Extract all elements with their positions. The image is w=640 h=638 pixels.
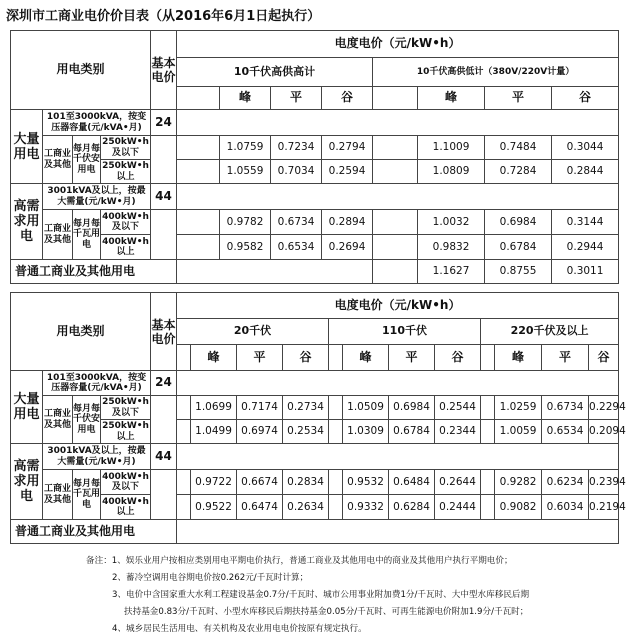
price-table-1 bbox=[10, 30, 619, 284]
price-cell: 0.2594 bbox=[322, 160, 373, 184]
price-cell: 1.0309 bbox=[343, 420, 389, 444]
price-cell: 0.6784 bbox=[389, 420, 435, 444]
price-cell: 0.6974 bbox=[237, 420, 283, 444]
price-cell: 0.9782 bbox=[220, 210, 271, 235]
price-cell: 0.2944 bbox=[552, 235, 619, 260]
price-table-2 bbox=[10, 292, 626, 544]
tou-peak: 峰 bbox=[418, 87, 485, 110]
price-cell: 0.2444 bbox=[435, 495, 481, 520]
large-usage-label: 大量用电 bbox=[11, 371, 43, 444]
price-cell: 1.0759 bbox=[220, 136, 271, 160]
price-cell: 0.2344 bbox=[435, 420, 481, 444]
high-demand-label: 高需求用电 bbox=[11, 444, 43, 520]
tou-valley: 谷 bbox=[322, 87, 373, 110]
monthly-usage-label: 每月每千瓦用电 bbox=[73, 470, 101, 520]
price-cell: 0.2694 bbox=[322, 235, 373, 260]
tou-peak: 峰 bbox=[191, 345, 237, 371]
price-cell: 0.2294 bbox=[589, 396, 619, 420]
tier-label: 400kW•h以上 bbox=[101, 495, 151, 520]
basic-price-value: 44 bbox=[151, 444, 177, 470]
general-usage-label: 普通工商业及其他用电 bbox=[11, 520, 177, 544]
tou-peak: 峰 bbox=[220, 87, 271, 110]
price-cell: 0.6474 bbox=[237, 495, 283, 520]
note-line: 2、蓄冷空调用电谷期电价按0.262元/千瓦时计算； bbox=[112, 573, 309, 583]
energy-price-header: 电度电价（元/kW•h） bbox=[177, 31, 619, 58]
tou-flat: 平 bbox=[389, 345, 435, 371]
price-cell: 0.6674 bbox=[237, 470, 283, 495]
large-usage-label: 大量用电 bbox=[11, 110, 43, 184]
price-cell: 0.2194 bbox=[589, 495, 619, 520]
price-cell: 0.9582 bbox=[220, 235, 271, 260]
price-cell: 0.9282 bbox=[495, 470, 542, 495]
high-demand-label: 高需求用电 bbox=[11, 184, 43, 260]
tier-label: 250kW•h以上 bbox=[102, 161, 149, 182]
price-cell: 0.2734 bbox=[283, 396, 329, 420]
energy-price-header: 电度电价（元/kW•h） bbox=[177, 293, 619, 319]
group-header-20kv: 20千伏 bbox=[177, 319, 329, 345]
tou-valley: 谷 bbox=[589, 345, 619, 371]
basic-price-header: 基本电价 bbox=[151, 31, 177, 110]
price-cell: 1.1009 bbox=[418, 136, 485, 160]
price-cell: 0.7234 bbox=[271, 136, 322, 160]
price-cell: 0.6284 bbox=[389, 495, 435, 520]
price-cell: 0.7284 bbox=[485, 160, 552, 184]
tou-valley: 谷 bbox=[283, 345, 329, 371]
price-cell: 0.6734 bbox=[542, 396, 589, 420]
price-cell: 0.9722 bbox=[191, 470, 237, 495]
tier-label: 250kW•h及以下 bbox=[102, 397, 149, 418]
tou-valley: 谷 bbox=[552, 87, 619, 110]
price-cell: 0.3144 bbox=[552, 210, 619, 235]
capacity-label: 101至3000kVA，按变压器容量(元/kVA•月) bbox=[43, 371, 151, 396]
tier-label: 400kW•h及以下 bbox=[101, 470, 151, 495]
basic-price-value: 24 bbox=[151, 110, 177, 136]
price-cell: 1.1627 bbox=[418, 260, 485, 284]
price-cell: 1.0499 bbox=[191, 420, 237, 444]
page-title: 深圳市工商业电价价目表（从2016年6月1日起执行） bbox=[6, 9, 321, 24]
group-header-10kv-hl: 10千伏高供低计（380V/220V计量） bbox=[373, 58, 619, 87]
tou-flat: 平 bbox=[485, 87, 552, 110]
tou-flat: 平 bbox=[237, 345, 283, 371]
price-cell: 0.6484 bbox=[389, 470, 435, 495]
price-cell: 0.3044 bbox=[552, 136, 619, 160]
general-usage-label: 普通工商业及其他用电 bbox=[11, 260, 177, 284]
price-cell: 0.3011 bbox=[552, 260, 619, 284]
price-cell: 0.2844 bbox=[552, 160, 619, 184]
monthly-usage-label: 每月每千伏安用电 bbox=[73, 136, 101, 184]
price-cell: 1.0699 bbox=[191, 396, 237, 420]
sub-category-label: 工商业及其他 bbox=[43, 136, 73, 184]
price-cell: 0.6534 bbox=[542, 420, 589, 444]
price-cell: 1.0032 bbox=[418, 210, 485, 235]
sub-category-label: 工商业及其他 bbox=[43, 210, 73, 260]
price-cell: 1.0059 bbox=[495, 420, 542, 444]
monthly-usage-label: 每月每千瓦用电 bbox=[73, 210, 101, 260]
price-cell: 0.6984 bbox=[389, 396, 435, 420]
capacity-label: 101至3000kVA，按变压器容量(元/kVA•月) bbox=[43, 110, 151, 136]
notes bbox=[86, 553, 636, 638]
category-header: 用电类别 bbox=[11, 293, 151, 371]
price-cell: 0.7484 bbox=[485, 136, 552, 160]
price-cell: 1.0809 bbox=[418, 160, 485, 184]
category-header: 用电类别 bbox=[11, 31, 151, 110]
price-cell: 0.6984 bbox=[485, 210, 552, 235]
tou-valley: 谷 bbox=[435, 345, 481, 371]
price-cell: 0.2394 bbox=[589, 470, 619, 495]
tier-label: 400kW•h及以下 bbox=[101, 210, 151, 235]
price-cell: 0.9082 bbox=[495, 495, 542, 520]
note-line: 4、城乡居民生活用电、有关机构及农业用电电价按原有规定执行。 bbox=[112, 624, 367, 634]
price-cell: 0.9532 bbox=[343, 470, 389, 495]
tier-label: 400kW•h以上 bbox=[101, 235, 151, 260]
basic-price-value: 44 bbox=[151, 184, 177, 210]
tier-label: 250kW•h及以下 bbox=[102, 137, 149, 158]
price-cell: 0.2634 bbox=[283, 495, 329, 520]
price-cell: 0.8755 bbox=[485, 260, 552, 284]
sub-category-label: 工商业及其他 bbox=[43, 396, 73, 444]
price-cell: 0.9522 bbox=[191, 495, 237, 520]
demand-label: 3001kVA及以上，按最大需量(元/kW•月) bbox=[43, 184, 151, 210]
price-cell: 0.6784 bbox=[485, 235, 552, 260]
price-cell: 0.2534 bbox=[283, 420, 329, 444]
note-line: 备注：1、娱乐业用户按相应类别用电平期电价执行，普通工商业及其他用电中的商业及其他用户执行平期电价； bbox=[86, 556, 513, 566]
price-cell: 0.6034 bbox=[542, 495, 589, 520]
price-cell: 0.7174 bbox=[237, 396, 283, 420]
price-cell: 0.2794 bbox=[322, 136, 373, 160]
price-cell: 1.0559 bbox=[220, 160, 271, 184]
price-cell: 0.2894 bbox=[322, 210, 373, 235]
price-cell: 0.2834 bbox=[283, 470, 329, 495]
tier-label: 250kW•h以上 bbox=[102, 421, 149, 442]
note-line: 3、电价中含国家重大水利工程建设基金0.7分/千瓦时、城市公用事业附加费1分/千瓦时、大中型水库移民后期 bbox=[112, 590, 530, 600]
price-cell: 1.0259 bbox=[495, 396, 542, 420]
group-header-10kv-hh: 10千伏高供高计 bbox=[177, 58, 373, 87]
price-cell: 0.9832 bbox=[418, 235, 485, 260]
tou-flat: 平 bbox=[271, 87, 322, 110]
price-cell: 0.7034 bbox=[271, 160, 322, 184]
tou-peak: 峰 bbox=[495, 345, 542, 371]
note-line: 扶持基金0.83分/千瓦时、小型水库移民后期扶持基金0.05分/千瓦时、可再生能源电价附加1.9分/千瓦时； bbox=[124, 607, 529, 617]
price-cell: 0.2094 bbox=[589, 420, 619, 444]
tou-peak: 峰 bbox=[343, 345, 389, 371]
tou-flat: 平 bbox=[542, 345, 589, 371]
sub-category-label: 工商业及其他 bbox=[43, 470, 73, 520]
price-cell: 1.0509 bbox=[343, 396, 389, 420]
price-cell: 0.2644 bbox=[435, 470, 481, 495]
group-header-110kv: 110千伏 bbox=[329, 319, 481, 345]
monthly-usage-label: 每月每千伏安用电 bbox=[73, 396, 101, 444]
demand-label: 3001kVA及以上，按最大需量(元/kW•月) bbox=[43, 444, 151, 470]
basic-price-header: 基本电价 bbox=[151, 293, 177, 371]
price-cell: 0.9332 bbox=[343, 495, 389, 520]
price-cell: 0.6534 bbox=[271, 235, 322, 260]
group-header-220kv: 220千伏及以上 bbox=[481, 319, 619, 345]
price-cell: 0.6234 bbox=[542, 470, 589, 495]
price-cell: 0.6734 bbox=[271, 210, 322, 235]
basic-price-value: 24 bbox=[151, 371, 177, 396]
price-cell: 0.2544 bbox=[435, 396, 481, 420]
